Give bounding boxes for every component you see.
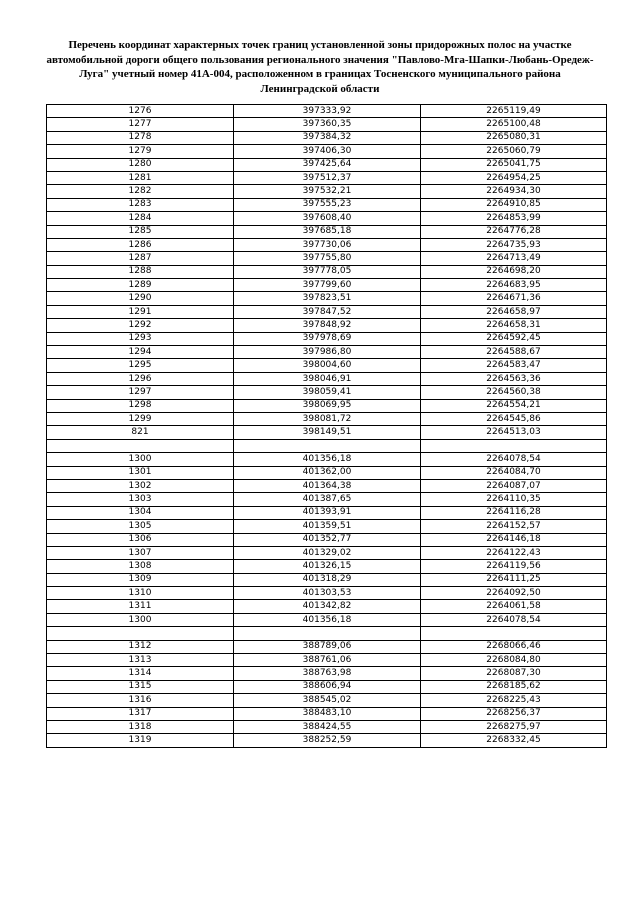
point-number-cell: 1295 [47, 359, 234, 372]
point-number-cell: 821 [47, 426, 234, 439]
y-coordinate-cell: 2264658,31 [421, 319, 607, 332]
y-coordinate-cell: 2264658,97 [421, 305, 607, 318]
x-coordinate-cell: 397608,40 [234, 212, 421, 225]
x-coordinate-cell: 401356,18 [234, 613, 421, 626]
x-coordinate-cell: 401318,29 [234, 573, 421, 586]
y-coordinate-cell: 2264934,30 [421, 185, 607, 198]
x-coordinate-cell: 398069,95 [234, 399, 421, 412]
x-coordinate-cell: 397778,05 [234, 265, 421, 278]
x-coordinate-cell: 397360,35 [234, 118, 421, 131]
x-coordinate-cell [234, 627, 421, 640]
x-coordinate-cell: 397986,80 [234, 346, 421, 359]
point-number-cell: 1315 [47, 680, 234, 693]
table-row [47, 667, 607, 680]
y-coordinate-cell: 2264853,99 [421, 212, 607, 225]
y-coordinate-cell: 2265041,75 [421, 158, 607, 171]
table-row [47, 105, 607, 118]
table-row [47, 707, 607, 720]
y-coordinate-cell: 2264119,56 [421, 560, 607, 573]
y-coordinate-cell: 2268225,43 [421, 694, 607, 707]
x-coordinate-cell: 397799,60 [234, 279, 421, 292]
table-row [47, 346, 607, 359]
point-number-cell: 1276 [47, 105, 234, 118]
table-row [47, 252, 607, 265]
point-number-cell: 1291 [47, 305, 234, 318]
point-number-cell: 1318 [47, 720, 234, 733]
x-coordinate-cell: 388761,06 [234, 654, 421, 667]
x-coordinate-cell: 401359,51 [234, 520, 421, 533]
table-row [47, 613, 607, 626]
x-coordinate-cell: 388483,10 [234, 707, 421, 720]
table-row [47, 506, 607, 519]
point-number-cell: 1297 [47, 386, 234, 399]
point-number-cell: 1292 [47, 319, 234, 332]
point-number-cell: 1303 [47, 493, 234, 506]
x-coordinate-cell: 388424,55 [234, 720, 421, 733]
y-coordinate-cell: 2264111,25 [421, 573, 607, 586]
x-coordinate-cell: 398059,41 [234, 386, 421, 399]
y-coordinate-cell: 2265060,79 [421, 145, 607, 158]
x-coordinate-cell: 401326,15 [234, 560, 421, 573]
y-coordinate-cell: 2264122,43 [421, 546, 607, 559]
y-coordinate-cell: 2264560,38 [421, 386, 607, 399]
y-coordinate-cell: 2264671,36 [421, 292, 607, 305]
point-number-cell: 1304 [47, 506, 234, 519]
x-coordinate-cell: 401364,38 [234, 479, 421, 492]
table-row [47, 573, 607, 586]
x-coordinate-cell: 397425,64 [234, 158, 421, 171]
point-number-cell: 1302 [47, 479, 234, 492]
point-number-cell: 1319 [47, 734, 234, 747]
y-coordinate-cell: 2264087,07 [421, 479, 607, 492]
point-number-cell: 1282 [47, 185, 234, 198]
point-number-cell: 1310 [47, 587, 234, 600]
x-coordinate-cell: 397532,21 [234, 185, 421, 198]
point-number-cell: 1299 [47, 412, 234, 425]
table-row [47, 279, 607, 292]
y-coordinate-cell: 2264588,67 [421, 346, 607, 359]
y-coordinate-cell: 2264713,49 [421, 252, 607, 265]
y-coordinate-cell: 2264078,54 [421, 613, 607, 626]
point-number-cell: 1279 [47, 145, 234, 158]
y-coordinate-cell: 2264513,03 [421, 426, 607, 439]
point-number-cell: 1280 [47, 158, 234, 171]
y-coordinate-cell: 2264061,58 [421, 600, 607, 613]
point-number-cell: 1308 [47, 560, 234, 573]
table-row [47, 359, 607, 372]
y-coordinate-cell: 2268256,37 [421, 707, 607, 720]
coordinates-table-body [47, 105, 607, 748]
table-row [47, 185, 607, 198]
table-row [47, 198, 607, 211]
table-row [47, 453, 607, 466]
table-row [47, 131, 607, 144]
point-number-cell: 1296 [47, 372, 234, 385]
x-coordinate-cell: 398046,91 [234, 372, 421, 385]
y-coordinate-cell: 2264910,85 [421, 198, 607, 211]
x-coordinate-cell: 401303,53 [234, 587, 421, 600]
point-number-cell: 1286 [47, 238, 234, 251]
table-row [47, 493, 607, 506]
y-coordinate-cell [421, 439, 607, 452]
point-number-cell: 1293 [47, 332, 234, 345]
table-row [47, 305, 607, 318]
y-coordinate-cell: 2264592,45 [421, 332, 607, 345]
table-row [47, 386, 607, 399]
point-number-cell: 1287 [47, 252, 234, 265]
y-coordinate-cell: 2268066,46 [421, 640, 607, 653]
table-row [47, 372, 607, 385]
x-coordinate-cell: 388545,02 [234, 694, 421, 707]
y-coordinate-cell: 2268332,45 [421, 734, 607, 747]
y-coordinate-cell: 2264110,35 [421, 493, 607, 506]
x-coordinate-cell: 397555,23 [234, 198, 421, 211]
y-coordinate-cell: 2264554,21 [421, 399, 607, 412]
table-row [47, 560, 607, 573]
point-number-cell: 1316 [47, 694, 234, 707]
x-coordinate-cell: 397512,37 [234, 171, 421, 184]
point-number-cell: 1278 [47, 131, 234, 144]
y-coordinate-cell: 2264954,25 [421, 171, 607, 184]
point-number-cell: 1305 [47, 520, 234, 533]
table-row [47, 399, 607, 412]
table-separator-row [47, 627, 607, 640]
x-coordinate-cell: 401356,18 [234, 453, 421, 466]
y-coordinate-cell [421, 627, 607, 640]
table-row [47, 587, 607, 600]
table-row [47, 238, 607, 251]
x-coordinate-cell: 398004,60 [234, 359, 421, 372]
table-row [47, 600, 607, 613]
y-coordinate-cell: 2264092,50 [421, 587, 607, 600]
y-coordinate-cell: 2264152,57 [421, 520, 607, 533]
y-coordinate-cell: 2264545,86 [421, 412, 607, 425]
table-row [47, 319, 607, 332]
y-coordinate-cell: 2265100,48 [421, 118, 607, 131]
table-row [47, 479, 607, 492]
x-coordinate-cell: 398081,72 [234, 412, 421, 425]
table-row [47, 145, 607, 158]
x-coordinate-cell: 397685,18 [234, 225, 421, 238]
point-number-cell [47, 627, 234, 640]
point-number-cell: 1289 [47, 279, 234, 292]
table-row [47, 118, 607, 131]
point-number-cell: 1306 [47, 533, 234, 546]
table-row [47, 520, 607, 533]
x-coordinate-cell: 398149,51 [234, 426, 421, 439]
point-number-cell: 1285 [47, 225, 234, 238]
table-row [47, 694, 607, 707]
x-coordinate-cell: 397823,51 [234, 292, 421, 305]
y-coordinate-cell: 2265119,49 [421, 105, 607, 118]
point-number-cell: 1313 [47, 654, 234, 667]
y-coordinate-cell: 2264146,18 [421, 533, 607, 546]
x-coordinate-cell: 401362,00 [234, 466, 421, 479]
point-number-cell: 1301 [47, 466, 234, 479]
table-row [47, 412, 607, 425]
y-coordinate-cell: 2264698,20 [421, 265, 607, 278]
x-coordinate-cell: 397847,52 [234, 305, 421, 318]
point-number-cell: 1300 [47, 453, 234, 466]
y-coordinate-cell: 2264683,95 [421, 279, 607, 292]
point-number-cell: 1290 [47, 292, 234, 305]
table-row [47, 158, 607, 171]
y-coordinate-cell: 2264583,47 [421, 359, 607, 372]
table-row [47, 546, 607, 559]
x-coordinate-cell: 401342,82 [234, 600, 421, 613]
y-coordinate-cell: 2264116,28 [421, 506, 607, 519]
y-coordinate-cell: 2268087,30 [421, 667, 607, 680]
x-coordinate-cell: 388789,06 [234, 640, 421, 653]
x-coordinate-cell: 401329,02 [234, 546, 421, 559]
point-number-cell: 1284 [47, 212, 234, 225]
table-row [47, 720, 607, 733]
x-coordinate-cell: 388606,94 [234, 680, 421, 693]
table-row [47, 225, 607, 238]
x-coordinate-cell: 388252,59 [234, 734, 421, 747]
table-row [47, 533, 607, 546]
table-row [47, 426, 607, 439]
table-row [47, 654, 607, 667]
x-coordinate-cell: 397333,92 [234, 105, 421, 118]
point-number-cell: 1300 [47, 613, 234, 626]
y-coordinate-cell: 2264735,93 [421, 238, 607, 251]
coordinates-table [46, 104, 607, 748]
x-coordinate-cell: 397384,32 [234, 131, 421, 144]
point-number-cell: 1309 [47, 573, 234, 586]
table-row [47, 212, 607, 225]
point-number-cell: 1314 [47, 667, 234, 680]
document-title: Перечень координат характерных точек границ установленной зоны придорожных полос на участке автомобильной дороги общего пользования регионального значения "Павлово-Мга-Шапки-Любань-Оредеж-Луга" учетный номер 41А-004, расположенном в границах Тосненского муниципального района Ленинградской области [46, 39, 594, 95]
table-separator-row [47, 439, 607, 452]
point-number-cell [47, 439, 234, 452]
x-coordinate-cell: 388763,98 [234, 667, 421, 680]
point-number-cell: 1277 [47, 118, 234, 131]
y-coordinate-cell: 2268084,80 [421, 654, 607, 667]
point-number-cell: 1298 [47, 399, 234, 412]
y-coordinate-cell: 2264084,70 [421, 466, 607, 479]
point-number-cell: 1294 [47, 346, 234, 359]
table-row [47, 466, 607, 479]
x-coordinate-cell: 397730,06 [234, 238, 421, 251]
x-coordinate-cell: 397406,30 [234, 145, 421, 158]
table-row [47, 171, 607, 184]
point-number-cell: 1288 [47, 265, 234, 278]
point-number-cell: 1307 [47, 546, 234, 559]
table-row [47, 640, 607, 653]
x-coordinate-cell: 397848,92 [234, 319, 421, 332]
table-row [47, 734, 607, 747]
point-number-cell: 1311 [47, 600, 234, 613]
point-number-cell: 1283 [47, 198, 234, 211]
y-coordinate-cell: 2264078,54 [421, 453, 607, 466]
point-number-cell: 1317 [47, 707, 234, 720]
x-coordinate-cell: 397978,69 [234, 332, 421, 345]
table-row [47, 265, 607, 278]
table-row [47, 680, 607, 693]
y-coordinate-cell: 2265080,31 [421, 131, 607, 144]
table-row [47, 292, 607, 305]
point-number-cell: 1312 [47, 640, 234, 653]
x-coordinate-cell: 397755,80 [234, 252, 421, 265]
y-coordinate-cell: 2264776,28 [421, 225, 607, 238]
x-coordinate-cell: 401352,77 [234, 533, 421, 546]
x-coordinate-cell: 401387,65 [234, 493, 421, 506]
y-coordinate-cell: 2268185,62 [421, 680, 607, 693]
x-coordinate-cell: 401393,91 [234, 506, 421, 519]
x-coordinate-cell [234, 439, 421, 452]
table-row [47, 332, 607, 345]
point-number-cell: 1281 [47, 171, 234, 184]
y-coordinate-cell: 2268275,97 [421, 720, 607, 733]
y-coordinate-cell: 2264563,36 [421, 372, 607, 385]
